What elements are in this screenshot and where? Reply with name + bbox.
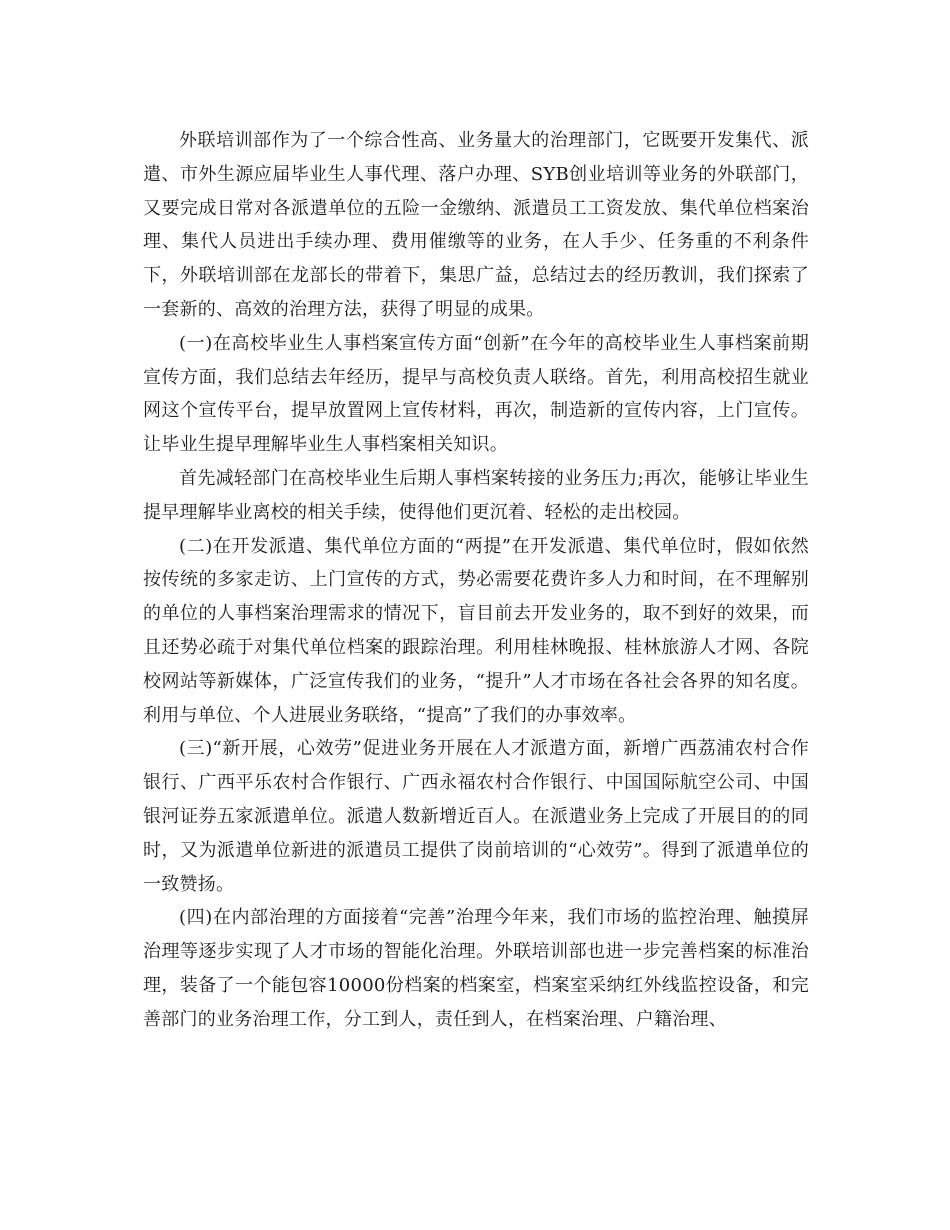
document-body <box>143 124 809 1037</box>
paragraph-section-1: (一)在高校毕业生人事档案宣传方面“创新”在今年的高校毕业生人事档案前期宣传方面，我们总结去年经历，提早与高校负责人联络。首先，利用高校招生就业网这个宣传平台，提早放置网上宣传材料，再次，制造新的宣传内容，上门宣传。让毕业生提早理解毕业生人事档案相关知识。 <box>143 332 809 456</box>
paragraph-section-4: (四)在内部治理的方面接着“完善”治理今年来，我们市场的监控治理、触摸屏治理等逐步实现了人才市场的智能化治理。外联培训部也进一步完善档案的标准治理，装备了一个能包容10000份档案的档案室，档案室采纳红外线监控设备，和完善部门的业务治理工作，分工到人，责任到人，在档案治理、户籍治理、 <box>143 907 809 1030</box>
paragraph-section-3: (三)“新开展，心效劳”促进业务开展在人才派遣方面，新增广西荔浦农村合作银行、广西平乐农村合作银行、广西永福农村合作银行、中国国际航空公司、中国银河证券五家派遣单位。派遣人数新增近百人。在派遣业务上完成了开展目的的同时，又为派遣单位新进的派遣员工提供了岗前培训的“心效劳”。得到了派遣单位的一致赞扬。 <box>143 738 809 895</box>
paragraph-section-1-continued: 首先减轻部门在高校毕业生后期人事档案转接的业务压力;再次，能够让毕业生提早理解毕业离校的相关手续，使得他们更沉着、轻松的走出校园。 <box>143 467 809 523</box>
paragraph-section-2: (二)在开发派遣、集代单位方面的“两提”在开发派遣、集代单位时，假如依然按传统的多家走访、上门宣传的方式，势必需要花费许多人力和时间，在不理解别的单位的人事档案治理需求的情况下，盲目前去开发业务的，取不到好的效果，而且还势必疏于对集代单位档案的跟踪治理。利用桂林晚报、桂林旅游人才网、各院校网站等新媒体，广泛宣传我们的业务，“提升”人才市场在各社会各界的知名度。利用与单位、个人进展业务联络，“提高”了我们的办事效率。 <box>143 535 809 726</box>
paragraph-intro: 外联培训部作为了一个综合性高、业务量大的治理部门，它既要开发集代、派遣、市外生源应届毕业生人事代理、落户办理、SYB创业培训等业务的外联部门，又要完成日常对各派遣单位的五险一金缴纳、派遣员工工资发放、集代单位档案治理、集代人员进出手续办理、费用催缴等的业务，在人手少、任务重的不利条件下，外联培训部在龙部长的带着下，集思广益，总结过去的经历教训，我们探索了一套新的、高效的治理方法，获得了明显的成果。 <box>143 130 809 320</box>
